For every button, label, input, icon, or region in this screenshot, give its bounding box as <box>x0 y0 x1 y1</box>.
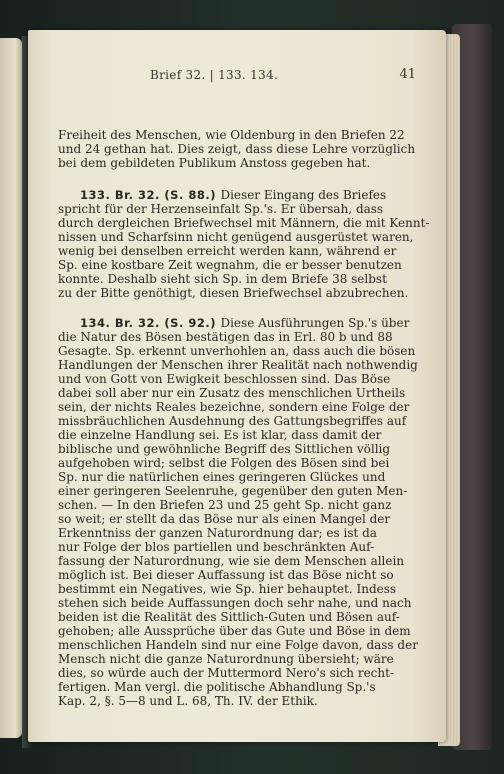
paragraph <box>58 128 416 170</box>
text-line: nissen und Scharfsinn nicht genügend ausgerüstet waren, <box>58 230 414 244</box>
text-line: und 24 gethan hat. Dies zeigt, dass diese Lehre vorzüglich <box>58 142 416 156</box>
paragraph <box>58 188 430 300</box>
text-line: Kap. 2, §. 5—8 und L. 68, Th. IV. der Ethik. <box>58 694 318 708</box>
page-number: 41 <box>399 67 416 82</box>
text-line: so weit; er stellt da das Böse nur als einen Mangel der <box>58 512 391 526</box>
text-line: die einzelne Handlung sei. Es ist klar, dass damit der <box>58 428 382 442</box>
text-line: biblische und gewöhnliche Begriff des Sittlichen völlig <box>58 442 391 456</box>
entry-heading: 134. Br. 32. (S. 92.) <box>80 316 221 330</box>
body-text <box>58 128 430 708</box>
text-line: möglich ist. Bei dieser Auffassung ist das Böse nicht so <box>58 568 394 582</box>
text-line: dies, so würde auch der Muttermord Nero's sich recht- <box>58 666 395 680</box>
left-page-edge <box>0 38 22 738</box>
text-line: 134. Br. 32. (S. 92.) Diese Ausführungen Sp.'s über <box>80 316 410 330</box>
text-line: fertigen. Man vergl. die politische Abhandlung Sp.'s <box>58 680 376 694</box>
page-header <box>150 66 430 86</box>
text-line: beiden ist die Realität des Sittlich-Guten und Bösen auf- <box>58 610 400 624</box>
text-line: und von Gott von Ewigkeit beschlossen sind. Das Böse <box>58 372 391 386</box>
text-line: 133. Br. 32. (S. 88.) Dieser Eingang des Briefes <box>80 188 387 202</box>
text-line: menschlichen Handeln sind nur eine Folge davon, dass der <box>58 638 418 652</box>
text-line: sein, der nichts Reales bezeichne, sondern eine Folge der <box>58 400 410 414</box>
text-line: schen. — In den Briefen 23 und 25 geht Sp. nicht ganz <box>58 498 392 512</box>
text-line: Erkenntniss der ganzen Naturordnung dar; es ist da <box>58 526 377 540</box>
text-line: einer geringeren Seelenruhe, gegenüber den guten Men- <box>58 484 408 498</box>
text-line: Mensch nicht die ganze Naturordnung übersieht; wäre <box>58 652 394 666</box>
text-line: gehoben; alle Aussprüche über das Gute und Böse in dem <box>58 624 411 638</box>
text-line: Handlungen der Menschen ihrer Realität nach nothwendig <box>58 358 418 372</box>
text-line: bei dem gebildeten Publikum Anstoss gegeben hat. <box>58 156 371 170</box>
text-line: bestimmt ein Negatives, wie Sp. hier behauptet. Indess <box>58 582 397 596</box>
text-line: missbräuchlichen Ausdehnung des Gattungsbegriffes auf <box>58 414 407 428</box>
text-line: Sp. nur die natürlichen eines geringeren Glückes und <box>58 470 386 484</box>
text-line: Sp. eine kostbare Zeit wegnahm, die er besser benutzen <box>58 258 402 272</box>
text-line: konnte. Deshalb sieht sich Sp. in dem Briefe 38 selbst <box>58 272 387 286</box>
text-line: wenig bei denselben erreicht werden kann, während er <box>58 244 397 258</box>
text-line: zu der Bitte genöthigt, diesen Briefwechsel abzubrechen. <box>58 286 409 300</box>
text-line: nur Folge der blos partiellen und beschränkten Auf- <box>58 540 375 554</box>
entry-heading: 133. Br. 32. (S. 88.) <box>80 188 221 202</box>
paragraph <box>58 316 418 708</box>
text-line: durch dergleichen Briefwechsel mit Männern, die mit Kennt- <box>58 216 430 230</box>
text-line: die Natur des Bösen bestätigen das in Erl. 80 b und 88 <box>58 330 393 344</box>
text-line: Gesagte. Sp. erkennt unverhohlen an, dass auch die bösen <box>58 344 416 358</box>
text-line: dabei soll aber nur ein Zusatz des menschlichen Urtheils <box>58 386 406 400</box>
text-line: Freiheit des Menschen, wie Oldenburg in den Briefen 22 <box>58 128 405 142</box>
text-line: spricht für der Herzenseinfalt Sp.'s. Er übersah, dass <box>58 202 384 216</box>
running-head: Brief 32. | 133. 134. <box>150 68 279 82</box>
text-line: fassung der Naturordnung, wie sie dem Menschen allein <box>58 554 405 568</box>
text-line: aufgehoben wird; selbst die Folgen des Bösen sind bei <box>58 456 390 470</box>
text-line: stehen sich beide Auffassungen doch sehr nahe, und nach <box>58 596 412 610</box>
